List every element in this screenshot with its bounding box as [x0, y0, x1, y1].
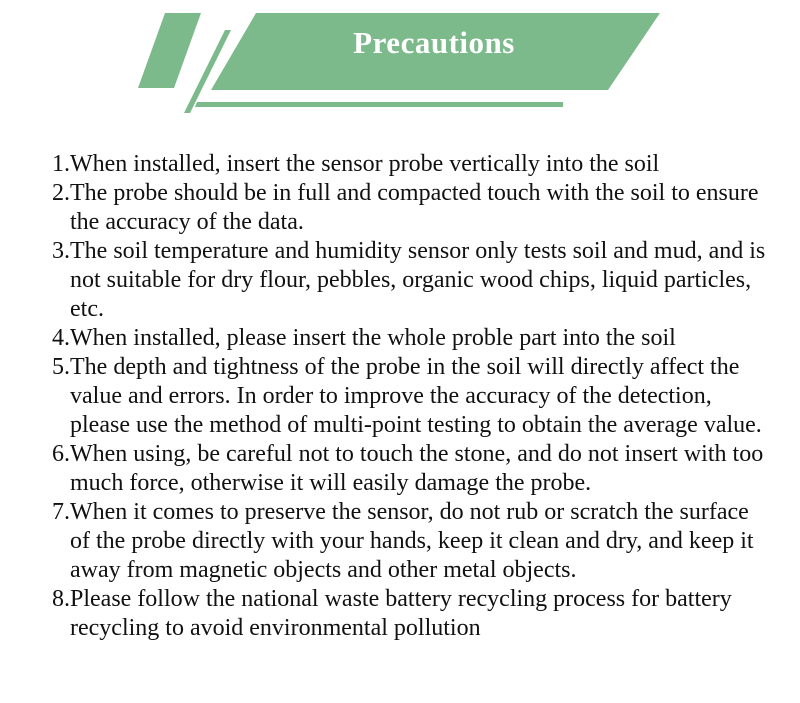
banner-decoration [0, 0, 800, 130]
precaution-number: 7. [52, 499, 70, 525]
precaution-item-1 [52, 150, 767, 179]
precaution-number: 2. [52, 180, 70, 206]
precaution-list [52, 150, 767, 643]
precaution-text: When installed, please insert the whole proble part into the soil [70, 325, 676, 351]
precaution-number: 5. [52, 354, 70, 380]
precaution-item-3 [52, 237, 767, 324]
precaution-text: The soil temperature and humidity sensor only tests soil and mud, and is not suitable for dry flour, pebbles, organic wood chips, liquid particles, etc. [70, 238, 766, 322]
page-title: Precautions [353, 25, 515, 60]
precaution-number: 8. [52, 586, 70, 612]
banner-left-accent-shape [138, 13, 201, 88]
precaution-number: 4. [52, 325, 70, 351]
precaution-number: 6. [52, 441, 70, 467]
precaution-text: Please follow the national waste battery recycling process for battery recycling to avoid environmental pollution [70, 586, 732, 641]
precaution-number: 1. [52, 151, 70, 177]
precaution-item-7 [52, 498, 767, 585]
precaution-text: When installed, insert the sensor probe vertically into the soil [70, 151, 660, 177]
precaution-item-4 [52, 324, 767, 353]
precaution-item-6 [52, 440, 767, 498]
precaution-number: 3. [52, 238, 70, 264]
banner-underline-shape [195, 102, 563, 107]
precaution-item-5 [52, 353, 767, 440]
precaution-text: When using, be careful not to touch the stone, and do not insert with too much force, otherwise it will easily damage the probe. [70, 441, 764, 496]
precaution-text: The probe should be in full and compacted touch with the soil to ensure the accuracy of the data. [70, 180, 759, 235]
precaution-text: The depth and tightness of the probe in the soil will directly affect the value and errors. In order to improve the accuracy of the detection, please use the method of multi-point testing to obtain the average value. [70, 354, 762, 438]
precaution-item-8 [52, 585, 767, 643]
precaution-text: When it comes to preserve the sensor, do not rub or scratch the surface of the probe directly with your hands, keep it clean and dry, and keep it away from magnetic objects and other metal objects. [70, 499, 754, 583]
precaution-item-2 [52, 179, 767, 237]
